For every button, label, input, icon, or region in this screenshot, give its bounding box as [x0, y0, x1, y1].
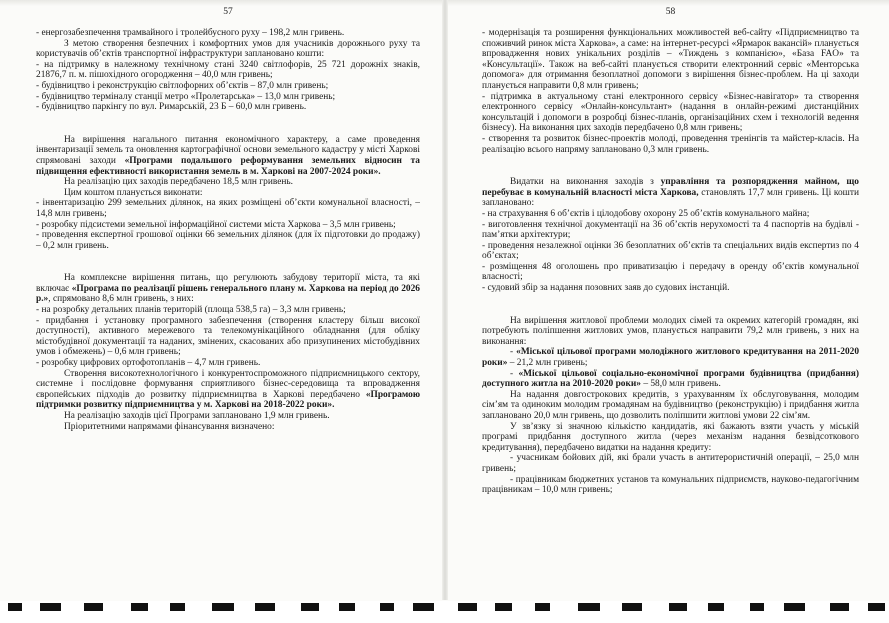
- edge-mark: [255, 603, 275, 611]
- edge-mark: [131, 603, 148, 611]
- edge-mark: [622, 603, 642, 611]
- paragraph: [482, 209, 859, 220]
- paragraph-text: На вирішення нагального питання економічного характеру, а саме проведення інвентаризації земель та оновлення картографічної основи земельного кадастру у місті Харкові спрямовані заходи: [36, 134, 420, 166]
- edge-mark: [301, 603, 319, 611]
- paragraph-text: - на розробку детальних планів територій (площа 538,5 га) – 3,3 млн гривень;: [36, 305, 346, 316]
- paragraph-text: Створення високотехнологічного і конкурентоспроможного підприємницького сектору, системне і послідовне формування сприятливого бізнес-середовища та впровадження європейських підходів до розвитку підприємництва в Харкові передбачено: [36, 368, 420, 400]
- paragraph-gap: [482, 155, 859, 177]
- paragraph-bold-text: управління та розпорядження майном, що перебуває в комунальній власності міста Харкова,: [482, 177, 859, 198]
- edge-mark: [40, 603, 61, 611]
- paragraph: [36, 220, 420, 231]
- paragraph-text: , спрямовано 8,6 млн гривень, з них:: [48, 294, 194, 305]
- paragraph-text: -: [510, 368, 519, 379]
- paragraph-text: - інвентаризацію 299 земельних ділянок, на яких розміщені об’єкти комунальної власності, – 14,8 млн гривень;: [36, 198, 420, 219]
- paragraph-bold-text: «Програмою підтримки розвитку підприємництва у м. Харкові на 2018-2022 роки».: [36, 389, 420, 411]
- paragraph-gap: [482, 294, 859, 316]
- edge-mark: [413, 603, 434, 611]
- page-body: [36, 28, 420, 432]
- paragraph: [482, 453, 859, 474]
- paragraph: [482, 390, 859, 422]
- edge-mark: [458, 603, 477, 611]
- paragraph-text: - працівникам бюджетних установ та комунальних підприємств, науково-педагогічним працівникам – 10,0 млн гривень;: [482, 474, 859, 496]
- paragraph-text: На вирішення житлової проблеми молодих сімей та окремих категорій громадян, які потребують поліпшення житлових умов, планується направити 79,2 млн гривень, з них на виконання:: [482, 315, 859, 347]
- paragraph-bold-text: «Програма по реалізації рішень генерального плану м. Харкова на період до 2026 р.»: [36, 283, 420, 305]
- paragraph-text: - судовий збір за надання позовних заяв до судових інстанцій.: [482, 283, 730, 294]
- page-number: 57: [223, 7, 233, 17]
- paragraph: [36, 39, 420, 60]
- paragraph-text: - підтримка в актуальному стані електронного сервісу «Бізнес-навігатор» та створення електронного сервісу «Онлайн-консультант» (надання в онлайн-режимі дистанційних консультацій і допомоги в розробці бізнес-планів, організаційних схем і технологій ведення бізнесу). На виконання цих заходів передбачено 0,8 млн гривень;: [482, 91, 859, 134]
- edge-mark: [830, 603, 849, 611]
- paragraph: [482, 283, 859, 294]
- paragraph: [36, 305, 420, 316]
- page-body: [482, 28, 859, 496]
- paragraph-text: - розміщення 48 оголошень про приватизацію і передачу в оренду об’єктів комунальної власності;: [482, 261, 859, 283]
- paragraph-text: - проведення експертної грошової оцінки 66 земельних ділянок (для їх підготовки до продажу) – 0,2 млн гривень.: [36, 230, 420, 251]
- paragraph-gap: [36, 113, 420, 135]
- paragraph-text: - будівництво і реконструкцію світлофорних об’єктів – 87,0 млн гривень;: [36, 80, 329, 91]
- edge-mark: [669, 603, 687, 611]
- edge-mark: [868, 603, 885, 611]
- paragraph: [482, 28, 859, 92]
- paragraph-text: - на підтримку в належному технічному стані 3240 світлофорів, 25 721 дорожніх знаків, 21876,7 п. м. пішохідного огородження – 40,0 млн гривень;: [36, 59, 420, 81]
- paragraph-text: На реалізацію заходів цієї Програми заплановано 1,9 млн гривень.: [64, 411, 330, 421]
- paragraph-text: - на страхування 6 об’єктів і цілодобову охорону 25 об’єктів комунального майна;: [482, 208, 810, 219]
- paragraph: [482, 92, 859, 134]
- paragraph-text: У зв’язку зі значною кількістю кандидатів, які бажають взяти участь у міській програмі придбання доступного житла (через механізм надання безвідсоткового кредитування), передбачено видатки на надання кредиту:: [482, 421, 859, 453]
- paragraph: [36, 273, 420, 305]
- paragraph: [482, 241, 859, 262]
- edge-mark: [784, 603, 805, 611]
- edge-mark: [495, 603, 512, 611]
- paragraph-bold-text: «Міської цільової програми молодіжного житлового кредитування на 2011-2020 роки»: [482, 347, 860, 369]
- paragraph-text: - енергозабезпечення трамвайного і тролейбусного руху – 198,2 млн гривень.: [36, 28, 345, 38]
- paragraph-text: На комплексне вирішення питань, що регулюють забудову території міста, та які включає: [36, 273, 420, 294]
- edge-mark: [750, 603, 764, 611]
- book-gutter: [442, 0, 448, 600]
- page-number: 58: [665, 7, 676, 17]
- paragraph-text: - виготовлення технічної документації на 36 об’єктів нерухомості та 4 паспортів на будівлі - пам’ятки архітектури;: [482, 219, 859, 241]
- paragraph-text: - проведення незалежної оцінки 36 безоплатних об’єктів та спеціальних видів експертиз по 4 об’єктах;: [482, 240, 859, 262]
- paragraph-text: - модернізація та розширення функціональних можливостей веб-сайту «Підприємництво та споживчий ринок міста Харкова», а саме: на інтернет-ресурсі «Ярмарок вакансій» планується впровадження нових унікальних розділів – «Тиждень з компанією», «База FAO» та «Консультації». Також на веб-сайті планується створити електронний сервіс «Менторська допомога» для отримання безоплатної допомоги з вирішення бізнес-проблем. На ці заходи планується направити 0,8 млн гривень;: [482, 28, 859, 91]
- paragraph: [482, 475, 859, 496]
- paragraph: [482, 220, 859, 241]
- paragraph: [36, 135, 420, 177]
- paragraph-text: З метою створення безпечних і комфортних умов для учасників дорожнього руху та користувачів об’єктів транспортної інфраструктури заплановано кошти:: [36, 38, 420, 60]
- paragraph: [36, 60, 420, 81]
- paragraph-text: - учасникам бойових дій, які брали участь в антитерористичній операції, – 25,0 млн гривень;: [482, 453, 859, 474]
- paragraph: [36, 28, 420, 39]
- paragraph: [36, 81, 420, 92]
- scan-edge-marks: [0, 601, 889, 623]
- paragraph: [36, 188, 420, 199]
- paragraph: [482, 422, 859, 454]
- edge-mark: [339, 603, 355, 611]
- paragraph-text: Цим коштом планується виконати:: [64, 187, 203, 198]
- edge-mark: [84, 603, 103, 611]
- paragraph: [36, 369, 420, 411]
- paragraph: [36, 411, 420, 422]
- page-58: [482, 0, 859, 598]
- paragraph: [482, 177, 859, 209]
- paragraph-text: - будівництво паркінгу по вул. Римарській, 23 Б – 60,0 млн гривень.: [36, 102, 307, 113]
- paragraph: [36, 177, 420, 188]
- paragraph: [482, 316, 859, 348]
- paragraph-text: - розробку підсистеми земельної інформаційної системи міста Харкова – 3,5 млн гривень;: [36, 219, 396, 230]
- paragraph-text: На надання довгострокових кредитів, з урахуванням їх обслуговування, молодим сім’ям та одиноким молодим громадянам на будівництво (реконструкцію) і придбання житла заплановано 20,0 млн гривень, що дозволить поліпшити житлові умови 22 сім’ям.: [482, 389, 859, 421]
- paragraph-text: – 21,2 млн гривень;: [507, 358, 588, 369]
- paragraph-text: – 58,0 млн гривень.: [640, 379, 721, 390]
- paragraph-text: - створення та розвиток бізнес-проектів молоді, проведення тренінгів та майстер-класів. На реалізацію всього напряму заплановано 0,3 млн гривень.: [482, 133, 859, 155]
- paragraph-text: - будівництво терміналу станції метро «Пролетарська» – 13,0 млн гривень;: [36, 91, 336, 102]
- paragraph: [482, 369, 859, 390]
- paragraph-bold-text: «Програми подальшого реформування земельних відносин та підвищення ефективності використання земель в м. Харкові на 2007-2024 роки».: [36, 155, 420, 177]
- paragraph-text: На реалізацію цих заходів передбачено 18,5 млн гривень.: [64, 177, 294, 188]
- paragraph: [482, 134, 859, 155]
- paragraph: [36, 358, 420, 369]
- edge-mark: [380, 603, 394, 611]
- paragraph: [36, 92, 420, 103]
- edge-mark: [170, 603, 185, 611]
- paragraph: [36, 198, 420, 219]
- paragraph-bold-text: «Міської цільової соціально-економічної програми будівництва (придбання) доступного житла на 2010-2020 роки»: [482, 368, 860, 390]
- edge-mark: [578, 603, 600, 611]
- paragraph: [482, 347, 859, 368]
- paragraph: [36, 102, 420, 113]
- edge-mark: [8, 603, 22, 611]
- paragraph-text: - придбання і установку програмного забезпечення (створення кластеру більш високої доступності), активного мережевого та телекомунікаційного обладнання (для обліку містобудівної документації та наданих, змінених, скасованих або призупинених містобудівних умов і обмежень) – 0,6 млн гривень;: [36, 315, 420, 358]
- paragraph-text: Пріоритетними напрямами фінансування визначено:: [64, 421, 275, 432]
- scan-footer-strip: [0, 601, 889, 623]
- paragraph-text: - розробку цифрових ортофотопланів – 4,7 млн гривень.: [36, 358, 261, 369]
- paragraph: [36, 230, 420, 251]
- paragraph: [36, 422, 420, 433]
- page-57: [36, 0, 420, 598]
- paragraph: [482, 262, 859, 283]
- paragraph-text: Видатки на виконання заходів з: [510, 177, 661, 188]
- paragraph-gap: [36, 251, 420, 273]
- paragraph: [36, 316, 420, 358]
- edge-mark: [535, 603, 550, 611]
- paragraph-text: становлять 17,7 млн гривень. Ці кошти заплановано:: [482, 187, 859, 209]
- paragraph-text: -: [510, 347, 517, 358]
- edge-mark: [212, 603, 234, 611]
- edge-mark: [708, 603, 724, 611]
